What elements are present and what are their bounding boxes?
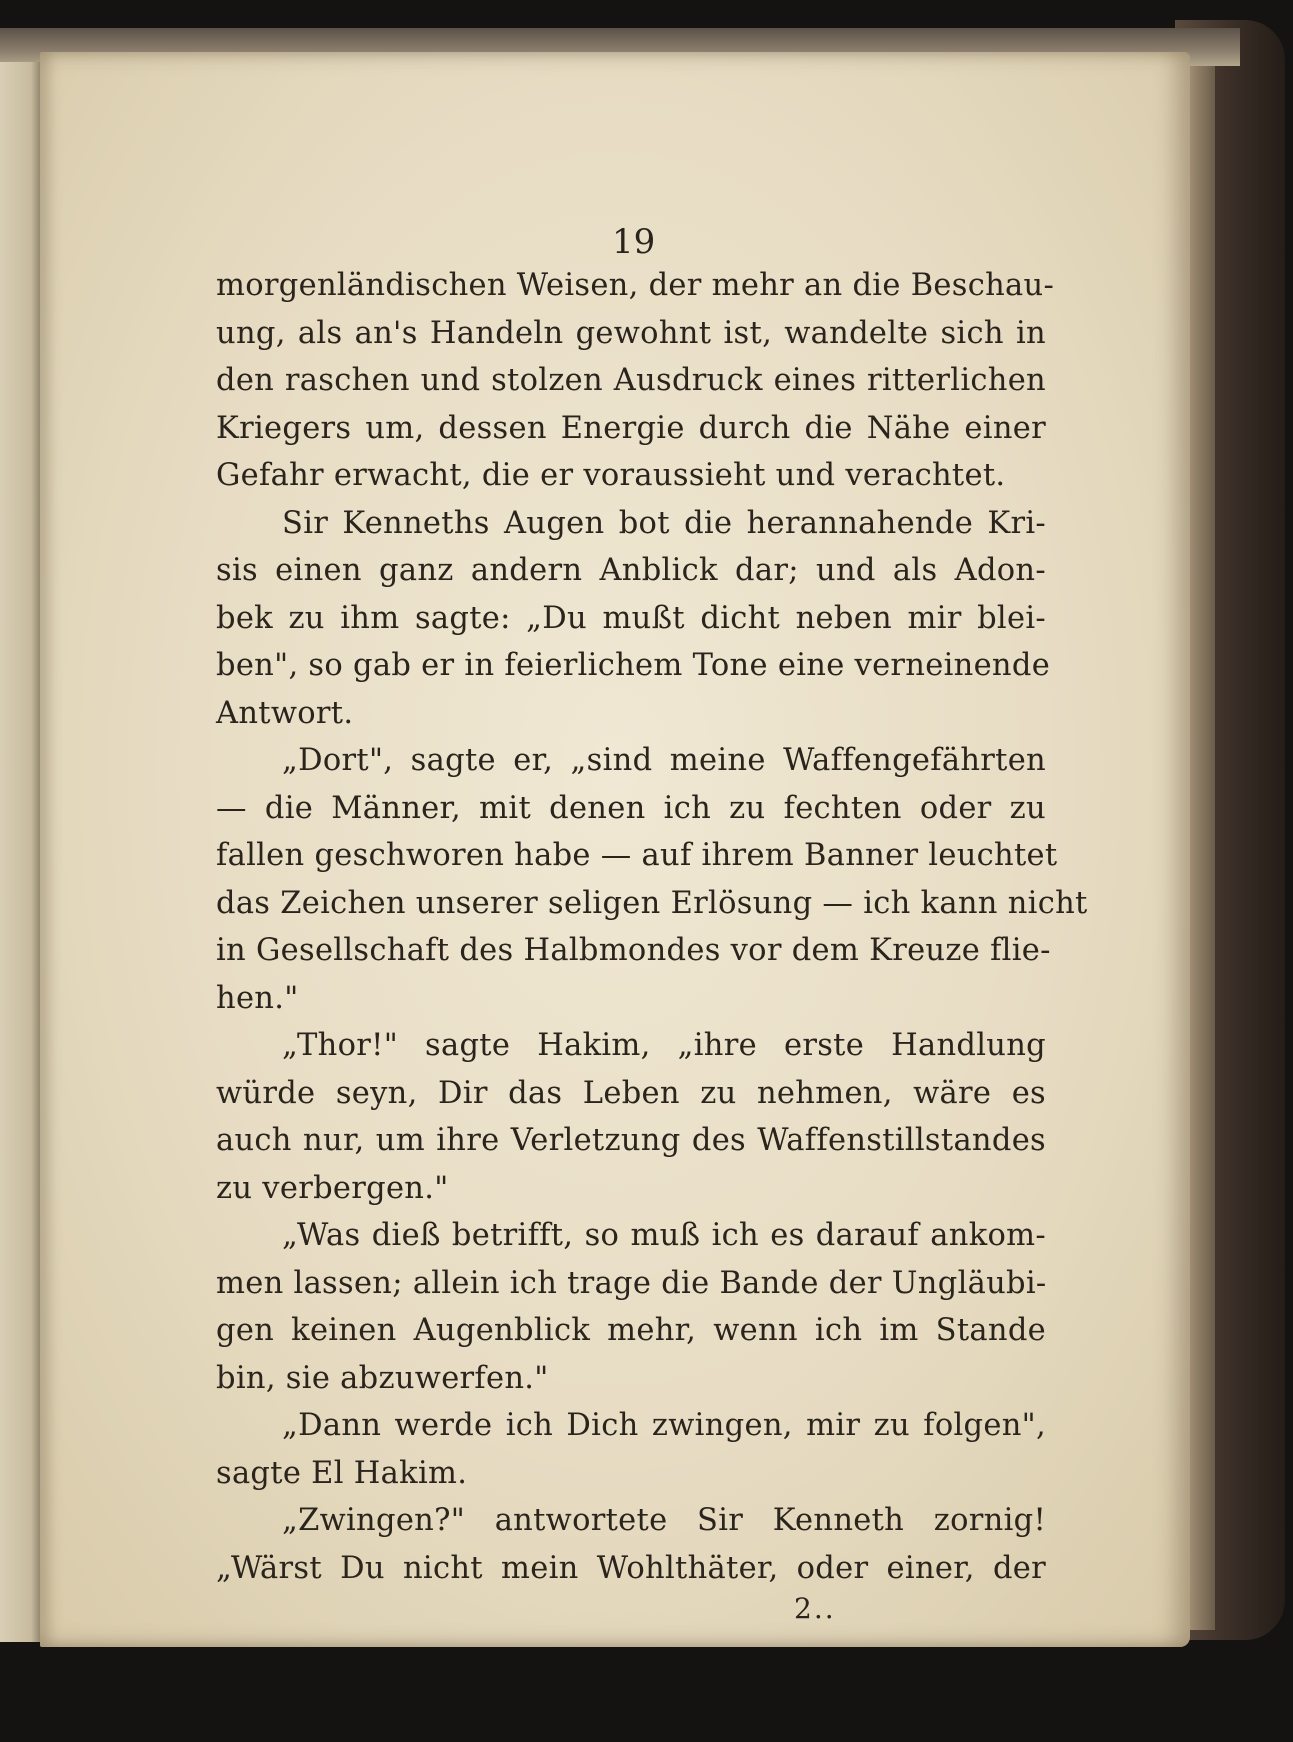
text-line: Sir Kenneths Augen bot die herannahende Kri- bbox=[282, 505, 1046, 541]
text-line: Kriegers um, dessen Energie durch die Nähe einer bbox=[216, 410, 1046, 446]
text-line: hen." bbox=[216, 980, 299, 1016]
facing-page-edge bbox=[0, 62, 44, 1642]
text-line: auch nur, um ihre Verletzung des Waffenstillstandes bbox=[216, 1123, 1046, 1158]
text-line: sagte El Hakim. bbox=[216, 1455, 468, 1491]
text-line: Antwort. bbox=[216, 695, 354, 731]
text-line: „Was dieß betrifft, so muß ich es darauf ankom- bbox=[282, 1218, 1046, 1253]
text-line: den raschen und stolzen Ausdruck eines ritterlichen bbox=[216, 363, 1046, 398]
page-number: 19 bbox=[612, 222, 656, 262]
text-line: ben", so gab er in feierlichem Tone eine verneinende bbox=[216, 648, 1051, 683]
text-line: „Dort", sagte er, „sind meine Waffengefährten bbox=[282, 743, 1046, 778]
text-line: zu verbergen." bbox=[216, 1170, 449, 1206]
text-line: morgenländischen Weisen, der mehr an die Beschau- bbox=[216, 268, 1055, 303]
text-line: fallen geschworen habe — auf ihrem Banner leuchtet bbox=[216, 838, 1058, 873]
printer-signature-mark: 2.. bbox=[794, 1592, 836, 1625]
text-line: „Thor!" sagte Hakim, „ihre erste Handlung bbox=[282, 1028, 1046, 1063]
text-line: „Wärst Du nicht mein Wohlthäter, oder einer, der bbox=[216, 1550, 1046, 1586]
text-line: das Zeichen unserer seligen Erlösung — ich kann nicht bbox=[216, 885, 1088, 921]
text-line: ung, als an's Handeln gewohnt ist, wandelte sich in bbox=[216, 315, 1046, 351]
text-line: — die Männer, mit denen ich zu fechten oder zu bbox=[216, 790, 1046, 826]
text-line: bin, sie abzuwerfen." bbox=[216, 1360, 549, 1396]
text-line: in Gesellschaft des Halbmondes vor dem Kreuze flie- bbox=[216, 933, 1051, 968]
text-line: bek zu ihm sagte: „Du mußt dicht neben mir blei- bbox=[216, 600, 1046, 636]
text-line: „Dann werde ich Dich zwingen, mir zu folgen", bbox=[282, 1408, 1046, 1443]
body-text bbox=[216, 262, 1088, 1592]
text-line: „Zwingen?" antwortete Sir Kenneth zornig! bbox=[282, 1503, 1046, 1538]
text-line: gen keinen Augenblick mehr, wenn ich im Stande bbox=[216, 1313, 1046, 1348]
book-page bbox=[40, 52, 1190, 1647]
text-line: sis einen ganz andern Anblick dar; und als Adon- bbox=[216, 553, 1046, 588]
text-line: Gefahr erwacht, die er voraussieht und verachtet. bbox=[216, 458, 1006, 493]
text-line: würde seyn, Dir das Leben zu nehmen, wäre es bbox=[216, 1075, 1046, 1111]
text-line: men lassen; allein ich trage die Bande der Ungläubi- bbox=[216, 1265, 1047, 1301]
